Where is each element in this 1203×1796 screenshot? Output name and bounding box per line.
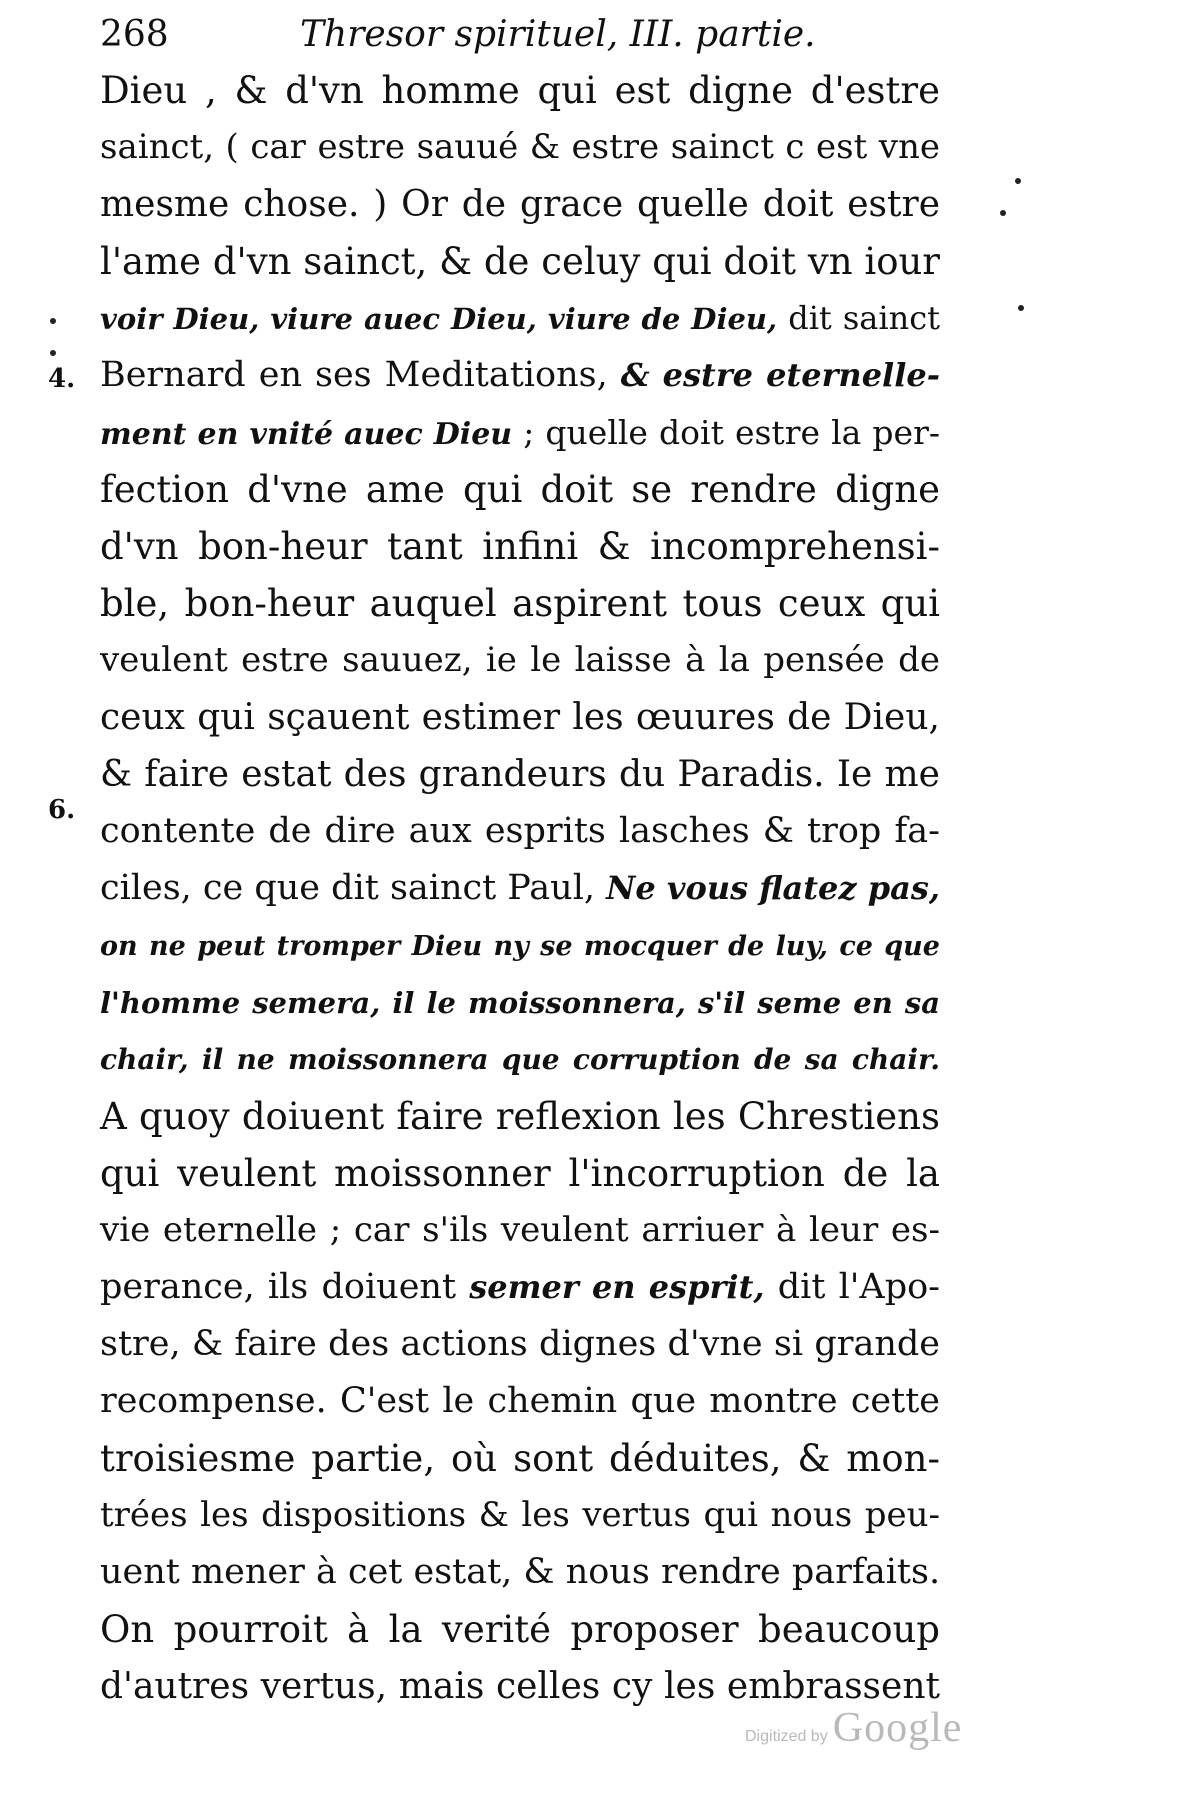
line-segment: stre, & faire des actions dignes d'vne si grande [100,1324,940,1364]
line-segment: qui veulent moissonner l'incorruption de la [100,1152,940,1195]
margin-dot-right [1018,305,1024,311]
page-number: 268 [100,14,169,55]
text-line [100,1031,940,1088]
text-line [100,1259,940,1316]
line-segment: d'autres vertus, mais celles cy les embrassent [100,1666,940,1707]
text-line [100,119,940,176]
text-line [100,1487,940,1544]
line-segment: On pourroit à la verité proposer beaucoup [100,1608,940,1651]
italic-quotation: chair, il ne moissonnera que corruption de sa chair. [100,1043,940,1076]
text-line [100,1088,940,1145]
google-logo: Google [832,1705,963,1751]
text-line [100,347,940,404]
italic-quotation: l'homme semera, il le moissonnera, s'il seme en sa [100,986,940,1020]
text-line [100,689,940,746]
line-segment: Dieu , & d'vn homme qui est digne d'estre [100,69,940,112]
italic-quotation: on ne peut tromper Dieu ny se mocquer de luy, ce que [100,931,940,962]
line-segment: Bernard en ses Meditations, [100,355,621,395]
text-line [100,62,940,119]
line-segment: uent mener à cet estat, & nous rendre parfaits. [100,1552,941,1592]
margin-note-4: 4. [48,364,76,394]
line-segment: trées les dispositions & les vertus qui nous peu- [100,1495,940,1535]
text-line [100,575,940,632]
margin-dot-left [50,318,56,324]
text-line [100,803,940,860]
text-line [100,1658,940,1715]
text-line [100,1316,940,1373]
text-line [100,176,940,233]
text-line [100,1601,940,1658]
italic-quotation: ment en vnité auec Dieu [100,417,513,452]
text-line [100,746,940,803]
text-line [100,518,940,575]
line-segment: sainct, ( car estre sauué & estre sainct c est vne [100,127,940,167]
text-line [100,1373,940,1430]
text-line [100,461,940,518]
running-title: Thresor spirituel, III. partie. [300,14,816,55]
line-segment: & faire estat des grandeurs du Paradis. Ie me [100,754,940,795]
line-segment: d'vn bon-heur tant infini & incomprehensi- [100,525,940,568]
line-segment: dit l'Apo- [764,1267,941,1307]
text-line [100,404,940,461]
line-segment: ; quelle doit estre la per- [512,413,940,452]
line-segment: troisiesme partie, où sont déduites, & mon- [100,1437,940,1480]
line-segment: mesme chose. ) Or de grace quelle doit estre [100,184,940,225]
line-segment: fection d'vne ame qui doit se rendre digne [100,468,940,511]
text-line [100,233,940,290]
italic-quotation: Ne vous flatez pas, [606,869,941,907]
line-segment: l'ame d'vn sainct, & de celuy qui doit vn iour [100,240,940,283]
running-header [100,10,920,60]
watermark-prefix: Digitized by [745,1728,828,1745]
italic-quotation: semer en esprit, [469,1268,765,1306]
text-line [100,974,940,1031]
text-line [100,290,940,347]
line-segment: ceux qui sçauent estimer les œuures de Dieu, [100,697,940,738]
margin-note-6: 6. [48,795,76,825]
line-segment: ble, bon-heur auquel aspirent tous ceux qui [100,582,940,625]
digitized-by-google-watermark [745,1705,963,1751]
italic-quotation: voir Dieu, viure auec Dieu, viure de Dieu, [100,302,778,336]
margin-dot-left [50,350,56,356]
text-line [100,1430,940,1487]
margin-dot-right [1000,210,1006,216]
line-segment: A quoy doiuent faire reflexion les Chrestiens [100,1095,940,1138]
text-line [100,917,940,974]
line-segment: dit sainct [777,299,941,337]
line-segment: vie eternelle ; car s'ils veulent arriuer à leur es- [100,1210,940,1250]
text-line [100,860,940,917]
body-text [100,62,940,1715]
line-segment: recompense. C'est le chemin que montre cette [100,1381,940,1421]
margin-dot-right [1015,178,1021,184]
line-segment: ciles, ce que dit sainct Paul, [100,868,607,908]
text-line [100,1202,940,1259]
line-segment: perance, ils doiuent [100,1267,470,1307]
text-line [100,1145,940,1202]
line-segment: contente de dire aux esprits lasches & trop fa- [100,811,940,851]
text-line [100,1544,940,1601]
text-line [100,632,940,689]
line-segment: veulent estre sauuez, ie le laisse à la pensée de [100,640,940,680]
italic-quotation: & estre eternelle- [620,356,941,394]
